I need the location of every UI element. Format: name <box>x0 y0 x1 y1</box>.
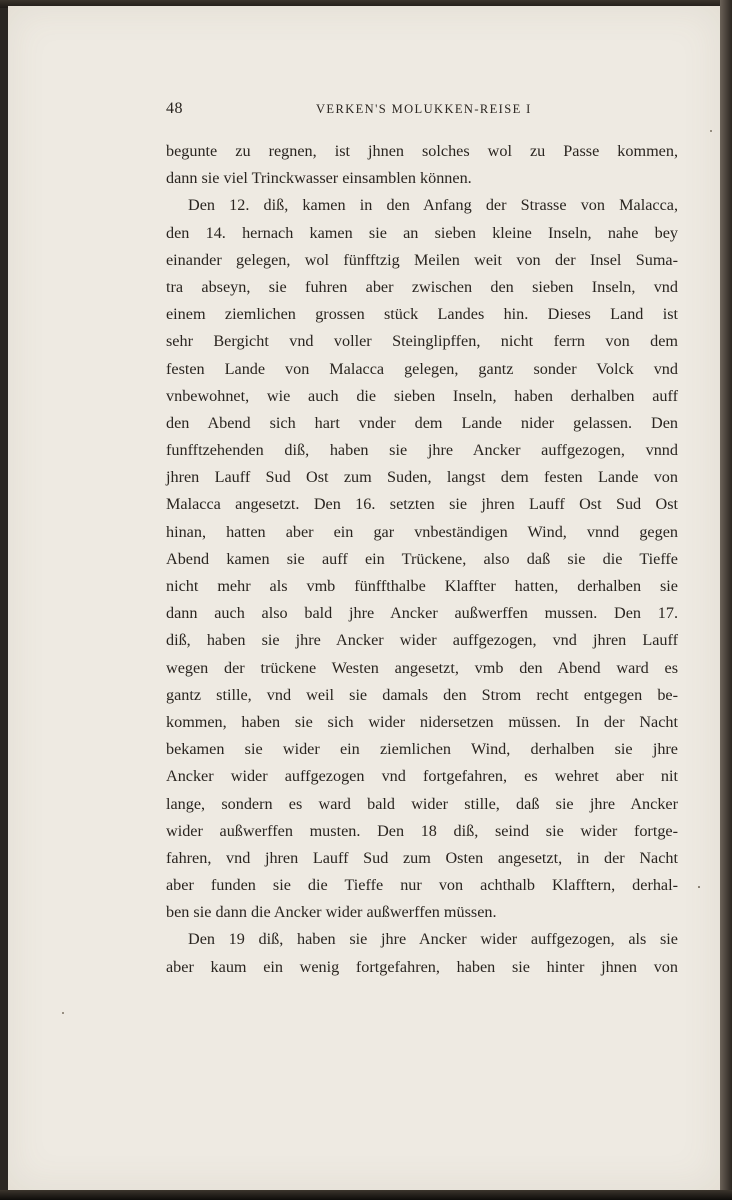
text-line: dann auch also bald jhre Ancker außwerffen mussen. Den 17. <box>166 604 678 623</box>
text-line: wider außwerffen musten. Den 18 diß, seind sie wider fortge- <box>166 821 678 840</box>
text-line: festen Lande von Malacca gelegen, gantz sonder Volck vnd <box>166 359 678 378</box>
text-line: diß, haben sie jhre Ancker wider auffgezogen, vnd jhren Lauff <box>166 631 678 650</box>
text-line: Ancker wider auffgezogen vnd fortgefahren, es wehret aber nit <box>166 767 678 786</box>
text-line: aber kaum ein wenig fortgefahren, haben sie hinter jhnen von <box>166 957 678 976</box>
text-line: bekamen sie wider ein ziemlichen Wind, derhalben sie jhre <box>166 740 678 759</box>
text-line: den Abend sich hart vnder dem Lande nider gelassen. Den <box>166 413 678 432</box>
text-line: tra abseyn, sie fuhren aber zwischen den sieben Inseln, vnd <box>166 277 678 296</box>
running-head <box>166 100 678 120</box>
text-line: den 14. hernach kamen sie an sieben kleine Inseln, nahe bey <box>166 223 678 242</box>
text-line: dann sie viel Trinckwasser einsamblen können. <box>166 169 472 188</box>
body-text <box>166 138 678 981</box>
text-line: aber funden sie die Tieffe nur von achthalb Klafftern, derhal- <box>166 876 678 895</box>
scan-edge-right <box>720 0 732 1200</box>
text-line: kommen, haben sie sich wider nidersetzen müssen. In der Nacht <box>166 712 678 731</box>
paper-speck <box>710 130 712 132</box>
text-line: sehr Bergicht vnd voller Steinglipffen, nicht ferrn von dem <box>166 332 678 351</box>
text-line: wegen der trückene Westen angesetzt, vmb den Abend ward es <box>166 658 678 677</box>
text-line: Den 12. diß, kamen in den Anfang der Strasse von Malacca, <box>188 196 678 215</box>
text-line: einem ziemlichen grossen stück Landes hin. Dieses Land ist <box>166 305 678 324</box>
text-line: Abend kamen sie auff ein Trückene, also daß sie die Tieffe <box>166 549 678 568</box>
text-line: jhren Lauff Sud Ost zum Suden, langst dem festen Lande von <box>166 468 678 487</box>
text-line: funfftzehenden diß, haben sie jhre Ancker auffgezogen, vnnd <box>166 441 678 460</box>
page-number: 48 <box>166 100 183 117</box>
text-line: Malacca angesetzt. Den 16. setzten sie jhren Lauff Ost Sud Ost <box>166 495 678 514</box>
text-line: fahren, vnd jhren Lauff Sud zum Osten angesetzt, in der Nacht <box>166 848 678 867</box>
running-title: VERKEN'S MOLUKKEN-REISE I <box>316 102 532 116</box>
text-line: gantz stille, vnd weil sie damals den Strom recht entgegen be- <box>166 685 678 704</box>
text-line: hinan, hatten aber ein gar vnbeständigen Wind, vnnd gegen <box>166 522 678 541</box>
paper-speck <box>62 1012 64 1014</box>
paper-speck <box>698 886 700 888</box>
text-line: vnbewohnet, wie auch die sieben Inseln, haben derhalben auff <box>166 386 678 405</box>
text-line: Den 19 diß, haben sie jhre Ancker wider auffgezogen, als sie <box>188 930 678 949</box>
text-line: einander gelegen, wol fünfftzig Meilen weit von der Insel Suma- <box>166 250 678 269</box>
text-line: nicht mehr als vmb fünffthalbe Klaffter hatten, derhalben sie <box>166 577 678 595</box>
text-line: begunte zu regnen, ist jhnen solches wol zu Passe kommen, <box>166 142 678 160</box>
scan-edge-bottom <box>0 1190 732 1200</box>
text-line: ben sie dann die Ancker wider außwerffen müssen. <box>166 903 497 922</box>
text-line: lange, sondern es ward bald wider stille, daß sie jhre Ancker <box>166 794 678 813</box>
